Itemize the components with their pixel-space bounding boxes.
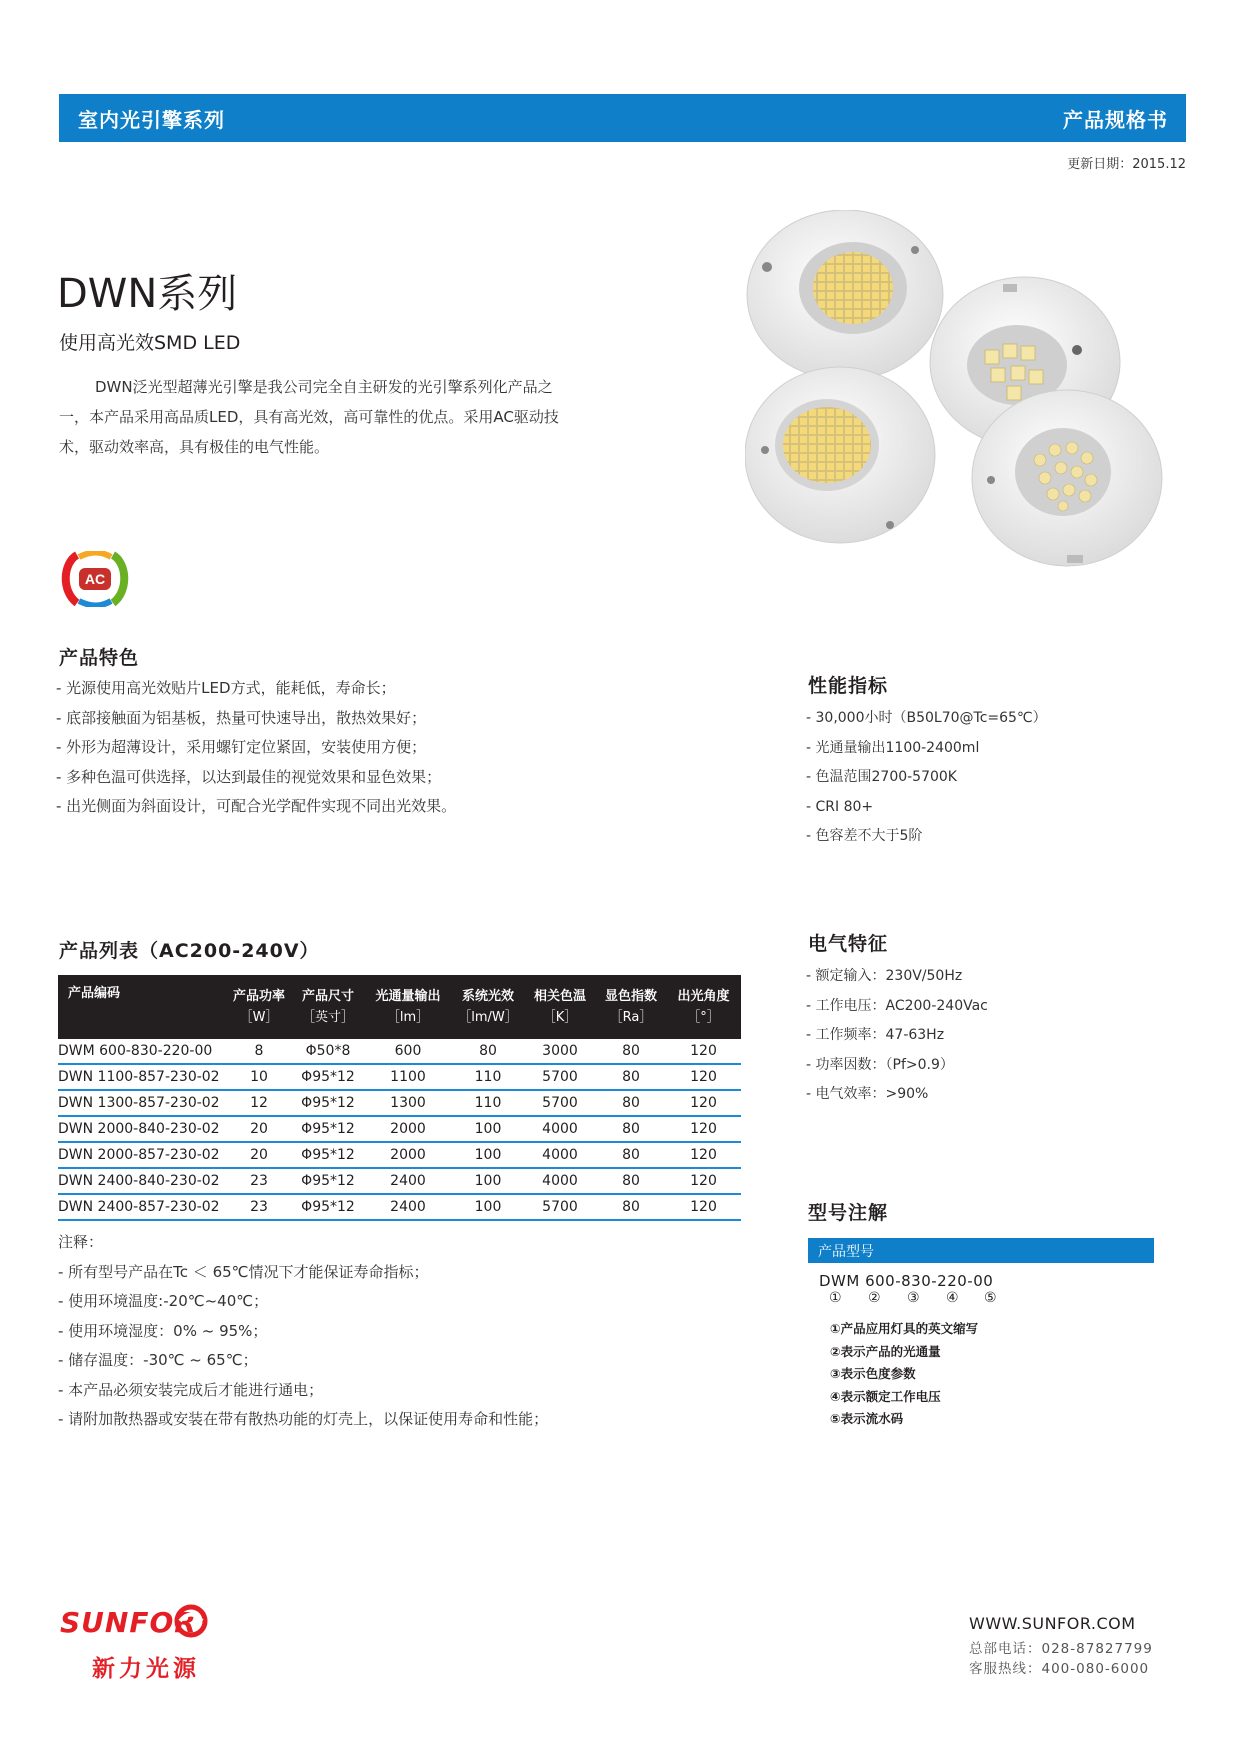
table-cell: 80 [452,1039,524,1064]
page-subtitle: 使用高光效SMD LED [59,332,241,354]
electrical-heading: 电气特征 [808,933,889,955]
table-cell: 100 [452,1194,524,1220]
feature-item: - 出光侧面为斜面设计，可配合光学配件实现不同出光效果。 [56,797,457,815]
table-cell: 3000 [524,1039,596,1064]
model-descriptions [830,1318,978,1431]
service-phone: 客服热线：400-080-6000 [969,1661,1150,1677]
hq-phone: 总部电话：028-87827799 [969,1641,1153,1657]
model-marker: ③ [907,1290,920,1306]
performance-item: - 30,000小时（B50L70@Tc=65℃） [806,710,1047,726]
table-row [58,1168,741,1194]
update-date: 更新日期：2015.12 [1067,157,1186,172]
table-cell: 1300 [364,1090,452,1116]
model-heading: 型号注解 [808,1202,889,1224]
brand-logo-text: SUNFOR [60,1606,197,1639]
table-cell: 100 [452,1116,524,1142]
page-title: DWN系列 [57,271,238,317]
table-cell: 120 [666,1116,741,1142]
table-cell: 120 [666,1039,741,1064]
table-cell: 120 [666,1142,741,1168]
table-cell: 80 [596,1168,666,1194]
led-module-small-2 [972,390,1162,566]
model-description: ④表示额定工作电压 [830,1388,941,1404]
model-marker: ② [868,1290,881,1306]
table-cell: 80 [596,1064,666,1090]
column-header: 产品功率 ［W］ [226,975,292,1039]
table-cell: 4000 [524,1168,596,1194]
table-cell: 1100 [364,1064,452,1090]
table-cell: 8 [226,1039,292,1064]
table-row [58,1039,741,1064]
column-header: 产品编码 [58,975,226,1039]
table-cell: 120 [666,1168,741,1194]
table-cell: 110 [452,1090,524,1116]
led-module-large-2 [745,367,935,543]
electrical-item: - 功率因数：（Pf>0.9） [806,1056,954,1073]
header-bar [59,94,1186,142]
table-row [58,1116,741,1142]
electrical-list [806,962,988,1110]
table-cell: 120 [666,1064,741,1090]
table-cell: 600 [364,1039,452,1064]
ac-badge-text: AC [84,571,106,587]
table-cell: 5700 [524,1064,596,1090]
performance-item: - 色温范围2700-5700K [806,769,957,785]
notes-heading: 注释： [58,1233,104,1251]
performance-item: - 光通量输出1100-2400ml [806,739,980,756]
feature-item: - 多种色温可供选择，以达到最佳的视觉效果和显色效果； [56,767,442,786]
electrical-item: - 工作电压：AC200-240Vac [806,997,988,1014]
column-header: 产品尺寸 ［英寸］ [292,975,364,1039]
note-item: - 请附加散热器或安装在带有散热功能的灯壳上，以保证使用寿命和性能； [58,1410,549,1428]
model-bar-label: 产品型号 [818,1244,874,1260]
notes-section [58,1228,548,1435]
led-module-large-1 [747,210,943,380]
model-description: ②表示产品的光通量 [830,1343,941,1359]
feature-item: - 光源使用高光效贴片LED方式，能耗低，寿命长； [56,679,396,697]
table-cell: 20 [226,1142,292,1168]
features-heading: 产品特色 [59,647,140,669]
table-header-row [58,975,741,1039]
table-cell: 80 [596,1039,666,1064]
table-cell: 110 [452,1064,524,1090]
product-table [58,975,741,1221]
intro-paragraph: DWN泛光型超薄光引擎是我公司完全自主研发的光引擎系列化产品之一，本产品采用高品质LED，具有高光效，高可靠性的优点。采用AC驱动技术，驱动效率高，具有极佳的电气性能。 [59,378,559,456]
table-row [58,1142,741,1168]
brand-swirl-icon [174,1604,208,1638]
product-code-cell: DWN 2000-840-230-02 [58,1116,226,1142]
performance-list [806,704,1047,852]
table-cell: 100 [452,1168,524,1194]
product-code-cell: DWN 1100-857-230-02 [58,1064,226,1090]
model-markers [0,1290,1240,1310]
table-cell: Φ95*12 [292,1064,364,1090]
document-type: 产品规格书 [1063,108,1168,132]
table-cell: 20 [226,1116,292,1142]
table-cell: Φ95*12 [292,1168,364,1194]
note-item: - 使用环境温度:-20℃~40℃； [58,1292,269,1310]
column-header: 显色指数 ［Ra］ [596,975,666,1039]
table-cell: 5700 [524,1194,596,1220]
feature-item: - 外形为超薄设计，采用螺钉定位紧固，安装使用方便； [56,738,427,756]
model-marker: ⑤ [984,1290,997,1306]
note-item: - 储存温度：-30℃ ~ 65℃； [58,1351,258,1369]
table-cell: 4000 [524,1142,596,1168]
model-description: ⑤表示流水码 [830,1411,904,1426]
note-item: - 使用环境湿度：0% ~ 95%； [58,1321,268,1340]
model-marker: ① [829,1290,842,1306]
table-cell: Φ50*8 [292,1039,364,1064]
feature-item: - 底部接触面为铝基板，热量可快速导出，散热效果好； [56,708,427,727]
model-description: ①产品应用灯具的英文缩写 [830,1321,979,1336]
electrical-item: - 额定输入：230V/50Hz [806,968,963,984]
ac-drive-logo [59,551,131,607]
table-cell: 80 [596,1194,666,1220]
product-code-cell: DWN 2000-857-230-02 [58,1142,226,1168]
model-code: DWM 600-830-220-00 [819,1272,994,1290]
table-cell: 23 [226,1194,292,1220]
table-cell: 23 [226,1168,292,1194]
features-list [56,674,456,822]
table-cell: 80 [596,1090,666,1116]
electrical-item: - 工作频率：47-63Hz [806,1027,945,1043]
performance-item: - CRI 80+ [806,798,874,815]
table-cell: Φ95*12 [292,1116,364,1142]
table-cell: 5700 [524,1090,596,1116]
table-row [58,1090,741,1116]
table-row [58,1194,741,1220]
column-header: 相关色温 ［K］ [524,975,596,1039]
table-cell: 100 [452,1142,524,1168]
product-list-heading: 产品列表（AC200-240V） [59,940,320,962]
table-row [58,1064,741,1090]
product-code-cell: DWN 2400-857-230-02 [58,1194,226,1220]
table-cell: Φ95*12 [292,1142,364,1168]
model-marker: ④ [946,1290,959,1306]
product-photo [745,210,1165,585]
table-cell: Φ95*12 [292,1090,364,1116]
performance-item: - 色容差不大于5阶 [806,828,923,844]
table-cell: 4000 [524,1116,596,1142]
website-link[interactable]: WWW.SUNFOR.COM [969,1614,1136,1633]
table-cell: 120 [666,1090,741,1116]
column-header: 系统光效 ［lm/W］ [452,975,524,1039]
contact-phones [969,1639,1153,1679]
column-header: 出光角度 ［°］ [666,975,741,1039]
table-cell: Φ95*12 [292,1194,364,1220]
note-item: - 本产品必须安装完成后才能进行通电； [58,1380,324,1399]
table-cell: 2400 [364,1194,452,1220]
series-title: 室内光引擎系列 [78,108,225,132]
product-code-cell: DWN 1300-857-230-02 [58,1090,226,1116]
product-code-cell: DWM 600-830-220-00 [58,1039,226,1064]
column-header: 光通量输出 ［lm］ [364,975,452,1039]
table-cell: 2400 [364,1168,452,1194]
brand-name-cn: 新力光源 [92,1656,200,1682]
table-cell: 80 [596,1116,666,1142]
model-bar [808,1238,1154,1263]
note-item: - 所有型号产品在Tc ＜ 65℃情况下才能保证寿命指标； [58,1262,429,1281]
electrical-item: - 电气效率：>90% [806,1086,929,1102]
table-cell: 12 [226,1090,292,1116]
table-cell: 10 [226,1064,292,1090]
table-cell: 80 [596,1142,666,1168]
table-cell: 120 [666,1194,741,1220]
table-cell: 2000 [364,1142,452,1168]
table-cell: 2000 [364,1116,452,1142]
product-code-cell: DWN 2400-840-230-02 [58,1168,226,1194]
performance-heading: 性能指标 [808,675,889,697]
model-description: ③表示色度参数 [830,1366,916,1381]
